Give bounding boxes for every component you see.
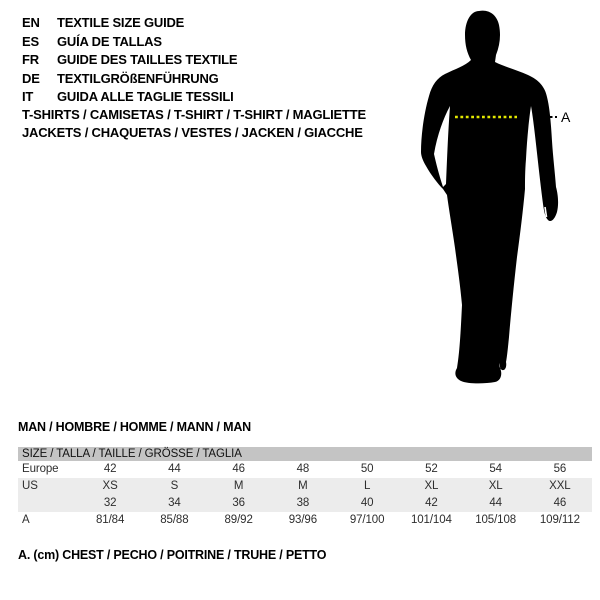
- size-table-row: [18, 461, 592, 478]
- section-title: MAN / HOMBRE / HOMME / MANN / MAN: [18, 420, 251, 434]
- row-label: Europe: [22, 463, 59, 475]
- language-label: TEXTILE SIZE GUIDE: [57, 15, 185, 30]
- size-cell: 34: [142, 495, 206, 512]
- size-cell: 38: [271, 495, 335, 512]
- language-label: GUÍA DE TALLAS: [57, 33, 162, 49]
- size-cell: 85/88: [160, 514, 189, 526]
- language-label: GUIDA ALLE TAGLIE TESSILI: [57, 89, 234, 105]
- language-code: ES: [22, 33, 39, 49]
- size-cell: 42: [103, 463, 117, 475]
- size-cell: 89/92: [224, 514, 253, 526]
- size-table-header: SIZE / TALLA / TAILLE / GRÖSSE / TAGLIA: [18, 447, 592, 461]
- size-cell: L: [335, 478, 399, 495]
- size-cell: 40: [335, 495, 399, 512]
- size-cell: 81/84: [95, 514, 125, 526]
- language-row-fr: [22, 51, 237, 70]
- row-label: A: [22, 514, 30, 526]
- size-cell: 56: [553, 463, 567, 475]
- size-cell: XL: [464, 478, 528, 495]
- row-label: [18, 495, 78, 512]
- size-cell: 44: [464, 495, 528, 512]
- size-table-header-row: [18, 447, 592, 461]
- size-cell: 36: [207, 495, 271, 512]
- size-table-body: [18, 447, 592, 529]
- language-label: TEXTILGRÖßENFÜHRUNG: [57, 70, 219, 86]
- category-line: T-SHIRTS / CAMISETAS / T-SHIRT / T-SHIRT / MAGLIETTE: [22, 107, 366, 122]
- size-cell: 48: [296, 463, 310, 475]
- size-cell: 93/96: [288, 514, 318, 526]
- size-table-row: [18, 512, 592, 529]
- man-silhouette-path: [421, 11, 558, 384]
- size-cell: XXL: [528, 478, 592, 495]
- category-lines: [22, 106, 366, 141]
- size-cell: 46: [232, 463, 245, 475]
- man-figure: [405, 5, 575, 390]
- row-label: US: [18, 478, 78, 495]
- size-cell: 32: [78, 495, 142, 512]
- man-silhouette: [405, 5, 575, 390]
- size-cell: 52: [425, 463, 438, 475]
- size-cell: 46: [528, 495, 592, 512]
- size-cell: 44: [168, 463, 181, 475]
- size-cell: 42: [399, 495, 463, 512]
- size-cell: S: [142, 478, 206, 495]
- language-row-en: [22, 14, 237, 33]
- language-row-de: [22, 70, 237, 89]
- size-cell: XL: [399, 478, 463, 495]
- language-label: GUIDE DES TAILLES TEXTILE: [57, 52, 238, 68]
- size-table-row: [18, 478, 592, 495]
- size-table-row: [18, 495, 592, 512]
- language-row-it: [22, 88, 237, 107]
- language-code: FR: [22, 52, 39, 68]
- size-cell: 50: [360, 463, 374, 475]
- language-code: EN: [22, 15, 40, 30]
- measurement-footnote: A. (cm) CHEST / PECHO / POITRINE / TRUHE / PETTO: [18, 548, 327, 562]
- size-cell: M: [207, 478, 271, 495]
- language-row-es: [22, 33, 237, 52]
- category-line: JACKETS / CHAQUETAS / VESTES / JACKEN / GIACCHE: [22, 124, 363, 140]
- measure-label-a: A: [561, 109, 571, 125]
- language-code: DE: [22, 70, 40, 86]
- language-code: IT: [22, 89, 34, 105]
- size-cell: 109/112: [539, 514, 580, 526]
- size-cell: XS: [78, 478, 142, 495]
- size-cell: 101/104: [410, 514, 452, 526]
- size-table: [18, 447, 592, 529]
- language-list: [22, 14, 237, 107]
- size-cell: 97/100: [349, 514, 385, 526]
- size-cell: M: [271, 478, 335, 495]
- size-cell: 105/108: [475, 514, 517, 526]
- size-cell: 54: [489, 463, 502, 475]
